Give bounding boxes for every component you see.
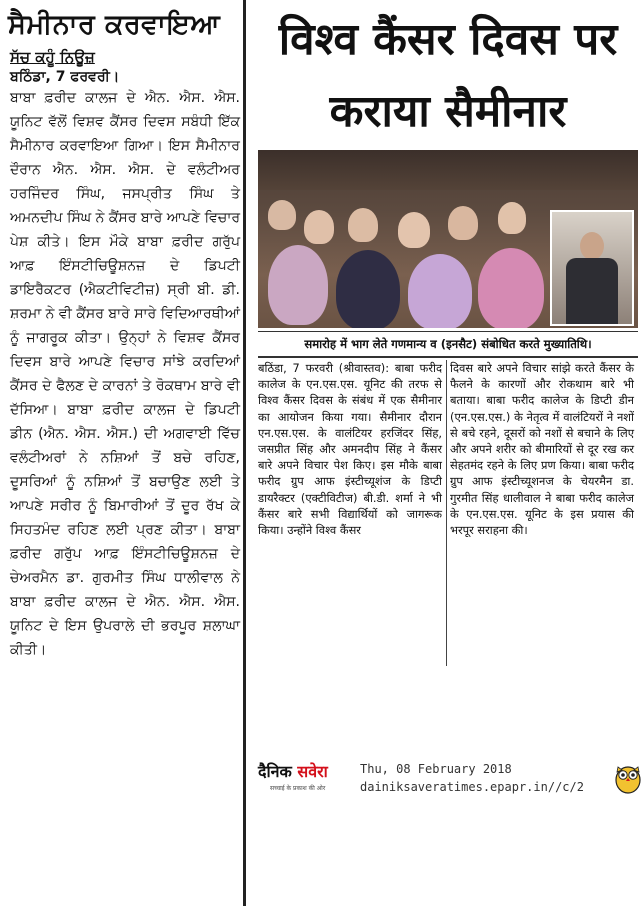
photo-backdrop	[258, 150, 638, 190]
left-body: ਬਾਬਾ ਫ਼ਰੀਦ ਕਾਲਜ ਦੇ ਐਨ. ਐਸ. ਐਸ. ਯੂਨਿਟ ਵੱਲੋਂ ਵਿਸ਼ਵ ਕੈਂਸਰ ਦਿਵਸ ਸਬੰਧੀ ਇੱਕ ਸੈਮੀਨਾਰ ਕਰਵਾਇਆ ਗਿਆ। ਇਸ ਸੈਮੀਨਾਰ ਦੌਰਾਨ ਐਨ. ਐਸ. ਐਸ. ਦੇ ਵਲੰਟੀਅਰ ਹਰਜਿੰਦਰ ਸਿੰਘ, ਜਸਪ੍ਰੀਤ ਸਿੰਘ ਤੇ ਅਮਨਦੀਪ ਸਿੰਘ ਨੇ ਕੈਂਸਰ ਬਾਰੇ ਆਪਣੇ ਵਿਚਾਰ ਪੇਸ਼ ਕੀਤੇ। ਇਸ ਮੌਕੇ ਬਾਬਾ ਫ਼ਰੀਦ ਗਰੁੱਪ ਆਫ਼ ਇੰਸਟੀਚਿਊਸ਼ਨਜ਼ ਦੇ ਡਿਪਟੀ ਡਾਇਰੈਕਟਰ (ਐਕਟੀਵਿਟੀਜ਼) ਸ੍ਰੀ ਬੀ. ਡੀ. ਸ਼ਰਮਾ ਨੇ ਵੀ ਕੈਂਸਰ ਬਾਰੇ ਸਾਰੇ ਵਿਦਿਆਰਥੀਆਂ ਨੂੰ ਜਾਗਰੂਕ ਕੀਤਾ। ਉਨ੍ਹਾਂ ਨੇ ਵਿਸ਼ਵ ਕੈਂਸਰ ਦਿਵਸ ਬਾਰੇ ਆਪਣੇ ਵਿਚਾਰ ਸਾਂਝੇ ਕਰਦਿਆਂ ਕੈਂਸਰ ਦੇ ਫੈਲਣ ਦੇ ਕਾਰਨਾਂ ਤੇ ਰੋਕਥਾਮ ਬਾਰੇ ਵੀ ਦੱਸਿਆ। ਬਾਬਾ ਫ਼ਰੀਦ ਕਾਲਜ ਦੇ ਡਿਪਟੀ ਡੀਨ (ਐਨ. ਐਸ. ਐਸ.) ਦੀ ਅਗਵਾਈ ਵਿੱਚ ਵਲੰਟੀਅਰਾਂ ਨੇ ਨਸ਼ਿਆਂ ਤੋਂ ਬਚੇ ਰਹਿਣ, ਦੂਸਰਿਆਂ ਨੂੰ ਨਸ਼ਿਆਂ ਤੋਂ ਬਚਾਉਣ ਲਈ ਤੇ ਆਪਣੇ ਸਰੀਰ ਨੂੰ ਬਿਮਾਰੀਆਂ ਤੋਂ ਦੂਰ ਰੱਖ ਕੇ ਸਿਹਤਮੰਦ ਰਹਿਣ ਲਈ ਪ੍ਰਣ ਕੀਤਾ। ਬਾਬਾ ਫ਼ਰੀਦ ਗਰੁੱਪ ਆਫ਼ ਇੰਸਟੀਚਿਊਸ਼ਨਜ਼ ਦੇ ਚੇਅਰਮੈਨ ਡਾ. ਗੁਰਮੀਤ ਸਿੰਘ ਧਾਲੀਵਾਲ ਨੇ ਬਾਬਾ ਫ਼ਰੀਦ ਕਾਲਜ ਦੇ ਐਨ. ਐਸ. ਐਸ. ਯੂਨਿਟ ਦੇ ਇਸ ਉਪਰਾਲੇ ਦੀ ਭਰਪੂਰ ਸ਼ਲਾਘਾ ਕੀਤੀ।	[10, 90, 240, 658]
speaker-body	[566, 258, 618, 324]
left-headline: ਸੈਮੀਨਾਰ ਕਰਵਾਇਆ	[8, 9, 221, 40]
speaker-inset-photo	[550, 210, 634, 326]
audience-member	[268, 200, 296, 230]
headline-line-1: विश्व कैंसर दिवस पर	[278, 14, 618, 65]
right-article	[252, 0, 644, 906]
audience-member	[478, 248, 544, 328]
owl-mascot-icon	[614, 760, 642, 794]
headline-line-2: कराया सैमीनार	[329, 86, 567, 137]
headline	[256, 4, 640, 148]
left-dateline: ਬਠਿੰਡਾ, 7 ਫਰਵਰੀ।	[10, 69, 120, 85]
edition-date: Thu, 08 February 2018	[360, 762, 512, 776]
left-byline: ਸੱਚ ਕਹੂੰ ਨਿਊਜ਼	[10, 48, 95, 66]
left-article	[0, 0, 246, 906]
footer	[256, 760, 644, 796]
speaker-head	[580, 232, 604, 260]
article-columns	[258, 360, 638, 670]
audience-member	[336, 250, 400, 328]
audience-member	[498, 202, 526, 234]
audience-member	[408, 254, 472, 328]
logo-part-2: सवेरा	[297, 762, 328, 781]
article-column-2: दिवस बारे अपने विचार सांझे करते कैंसर के फैलने के कारणों और रोकथाम बारे भी बताया। बाबा फरीद कालेज के डिप्टी डीन (एन.एस.एस.) के नेतृत्व में वालंटियरों ने नशों से बचे रहने, दूसरों को नशों से बचाने के लिए और अपने शरीर को बीमारियों से दूर रख कर सेहतमंद रहने के लिए प्रण किया। बाबा फरीद ग्रुप आफ इंस्टीच्यूशनज के चेयरमैन डा. गुरमीत सिंह धालीवाल ने बाबा फरीद कालेज के एन.एस.एस. यूनिट के इस प्रयास की भरपूर सराहना की।	[450, 361, 634, 538]
logo-tagline: सच्चाई के प्रकाश की ओर	[270, 785, 326, 792]
edition-url[interactable]: dainiksaveratimes.epapr.in//c/2	[360, 780, 584, 794]
photo-caption: समारोह में भाग लेते गणमान्य व (इनसैट) संबोधित करते मुख्यातिथि।	[258, 331, 638, 358]
audience-member	[348, 208, 378, 242]
edition-meta	[360, 760, 584, 796]
audience-member	[304, 210, 334, 244]
audience-member	[398, 212, 430, 248]
seminar-photo	[258, 150, 638, 328]
audience-member	[448, 206, 478, 240]
column-divider	[446, 360, 447, 666]
logo-part-1: दैनिक	[258, 762, 298, 781]
logo-text	[258, 760, 328, 782]
newspaper-logo	[256, 760, 352, 796]
audience-member	[268, 245, 328, 325]
article-column-1: बठिंडा, 7 फरवरी (श्रीवास्तव): बाबा फरीद कालेज के एन.एस.एस. यूनिट की तरफ से विश्व कैंसर दिवस के संबंध में एक सैमीनार का आयोजन किया गया। सैमीनार दौरान एन.एस.एस. के वालंटियर हरजिंदर सिंह, जसप्रीत सिंह और अमनदीप सिंह ने कैंसर बारे अपने विचार पेश किए। इस मौके बाबा फरीद ग्रुप आफ इंस्टीच्यूशंज के डिप्टी डायरैक्टर (एक्टीविटीज) बी.डी. शर्मा ने भी कैंसर बारे सभी विद्यार्थियों को जागरूक किया। उन्होंने विश्व कैंसर	[258, 361, 442, 538]
